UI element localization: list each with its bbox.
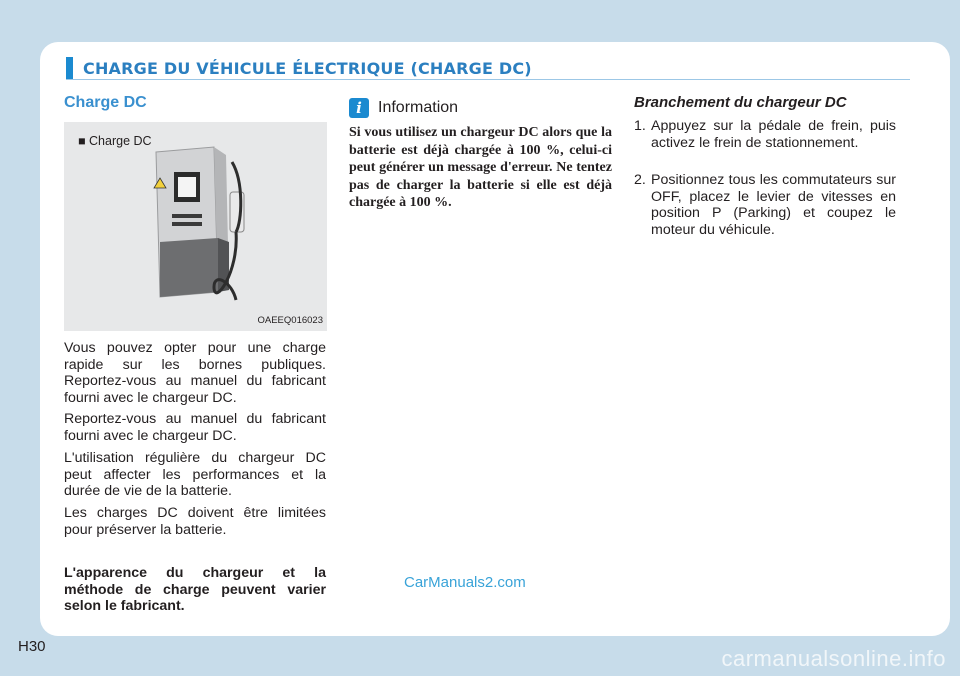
dc-charger-illustration xyxy=(64,122,327,331)
page-number: H30 xyxy=(18,638,46,655)
figure-caption: ■ Charge DC xyxy=(78,134,152,148)
info-icon: i xyxy=(349,98,369,118)
section-title-bar xyxy=(66,57,532,79)
paragraph-3: L'utilisation régulière du chargeur DC peut affecter les performances et la durée de vie de la batterie. xyxy=(64,450,326,499)
appearance-note: L'apparence du chargeur et la méthode de charge peuvent varier selon le fabricant. xyxy=(64,565,326,614)
step-2-text: Positionnez tous les commutateurs sur OFF, placez le levier de vitesses en position P (Parking) et coupez le moteur du véhicule. xyxy=(651,172,896,238)
information-header xyxy=(349,98,458,118)
figure-code: OAEEQ016023 xyxy=(257,315,323,326)
step-1-text: Appuyez sur la pédale de frein, puis activez le frein de stationnement. xyxy=(651,118,896,151)
information-label: Information xyxy=(378,99,459,116)
title-divider xyxy=(66,79,910,80)
step-1 xyxy=(634,118,896,151)
connection-heading: Branchement du chargeur DC xyxy=(634,94,847,111)
charge-dc-heading: Charge DC xyxy=(64,94,147,111)
charger-figure xyxy=(64,122,327,331)
paragraph-2: Reportez-vous au manuel du fabricant fourni avec le chargeur DC. xyxy=(64,411,326,444)
section-title: CHARGE DU VÉHICULE ÉLECTRIQUE (CHARGE DC) xyxy=(83,58,532,78)
paragraph-4: Les charges DC doivent être limitées pour préserver la batterie. xyxy=(64,505,326,538)
title-accent-bar xyxy=(66,57,73,79)
carmanuals-watermark: CarManuals2.com xyxy=(404,574,526,591)
paragraph-1: Vous pouvez opter pour une charge rapide sur les bornes publiques. Reportez-vous au manuel du fabricant fourni avec le chargeur DC. xyxy=(64,340,326,406)
site-watermark: carmanualsonline.info xyxy=(721,646,946,671)
step-1-number: 1. xyxy=(634,118,646,134)
information-text: Si vous utilisez un chargeur DC alors que la batterie est déjà chargée à 100 %, celui-ci peut générer un message d'erreur. Ne tentez pas de charger la batterie si elle est déjà chargée à 100 %. xyxy=(349,125,612,210)
step-2-number: 2. xyxy=(634,172,646,188)
step-2 xyxy=(634,172,896,238)
